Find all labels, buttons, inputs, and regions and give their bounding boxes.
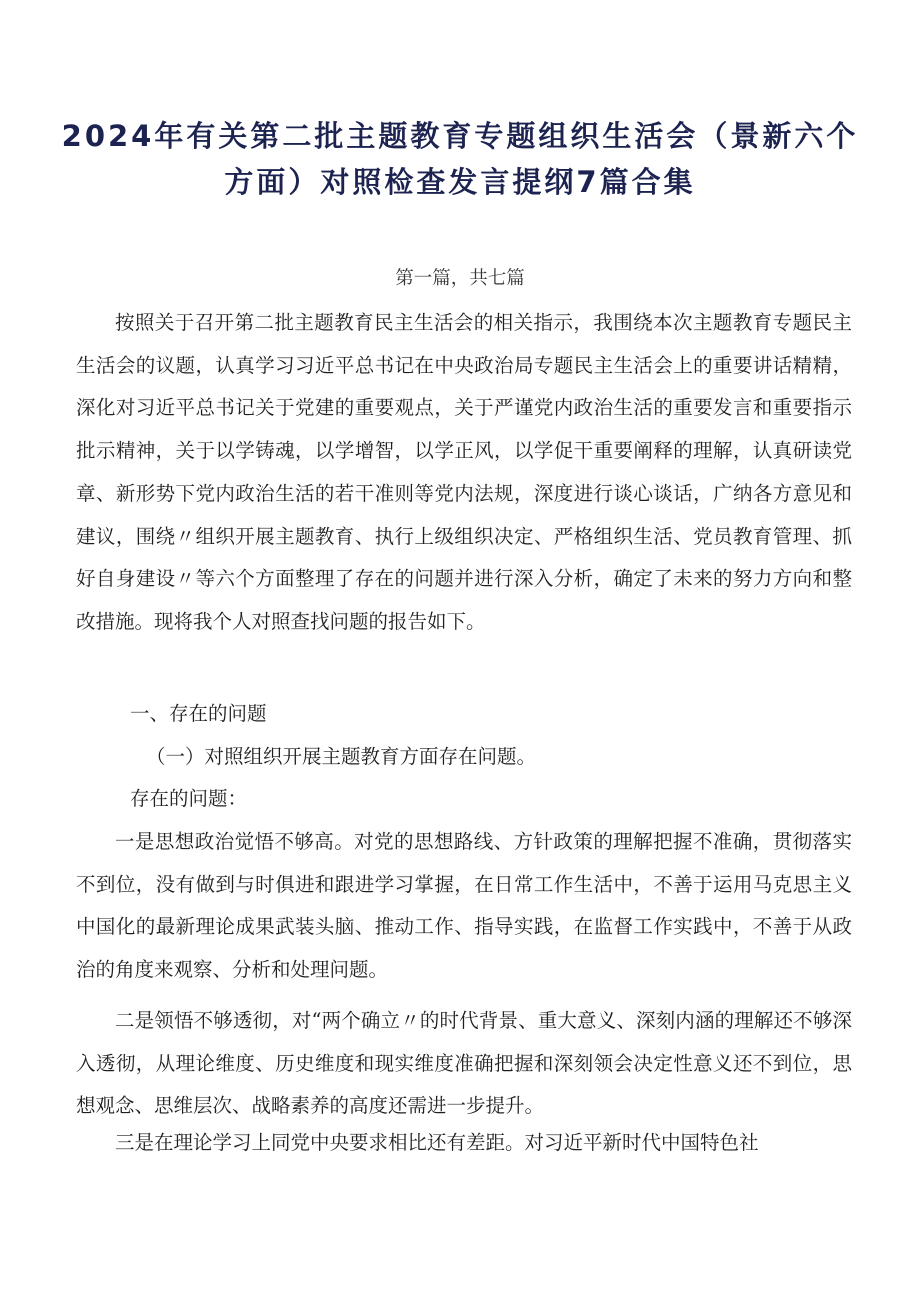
point-two-paragraph: 二是领悟不够透彻，对“两个确立〃的时代背景、重大意义、深刻内涵的理解还不够深入透彻，从理论维度、历史维度和现实维度准确把握和深刻领会决定性意义还不到位，思想观念、思维层次、战略素养的高度还需进一步提升。 [76,1009,852,1118]
subheading-theme-education: （一）对照组织开展主题教育方面存在问题。 [146,745,537,768]
document-title-line-1: 2024年有关第二批主题教育专题组织生活会（景新六个 [61,119,859,153]
section-label: 第一篇，共七篇 [395,268,525,289]
document-title-line-2: 方面）对照检查发言提纲7篇合集 [224,165,696,199]
point-one-paragraph: 一是思想政治觉悟不够高。对党的思想路线、方针政策的理解把握不准确，贯彻落实不到位，没有做到与时俱进和跟进学习掌握，在日常工作生活中，不善于运用马克思主义中国化的最新理论成果武装头脑、推动工作、指导实践，在监督工作实践中，不善于从政治的角度来观察、分析和处理问题。 [76,830,852,982]
problems-label: 存在的问题： [130,787,248,810]
intro-paragraph: 按照关于召开第二批主题教育民主生活会的相关指示，我围绕本次主题教育专题民主生活会的议题，认真学习习近平总书记在中央政治局专题民主生活会上的重要讲话精精，深化对习近平总书记关于党建的重要观点，关于严谨党内政治生活的重要发言和重要指示批示精神，关于以学铸魂，以学增智，以学正风，以学促干重要阐释的理解，认真研读党章、新形势下党内政治生活的若干准则等党内法规，深度进行谈心谈话，广纳各方意见和建议，围绕〃组织开展主题教育、执行上级组织决定、严格组织生活、党员教育管理、抓好自身建设〃等六个方面整理了存在的问题并进行深入分析，确定了未来的努力方向和整改措施。现将我个人对照查找问题的报告如下。 [76,311,852,633]
point-three-paragraph: 三是在理论学习上同党中央要求相比还有差距。对习近平新时代中国特色社 [115,1131,759,1154]
heading-existing-problems: 一、存在的问题 [130,702,267,725]
